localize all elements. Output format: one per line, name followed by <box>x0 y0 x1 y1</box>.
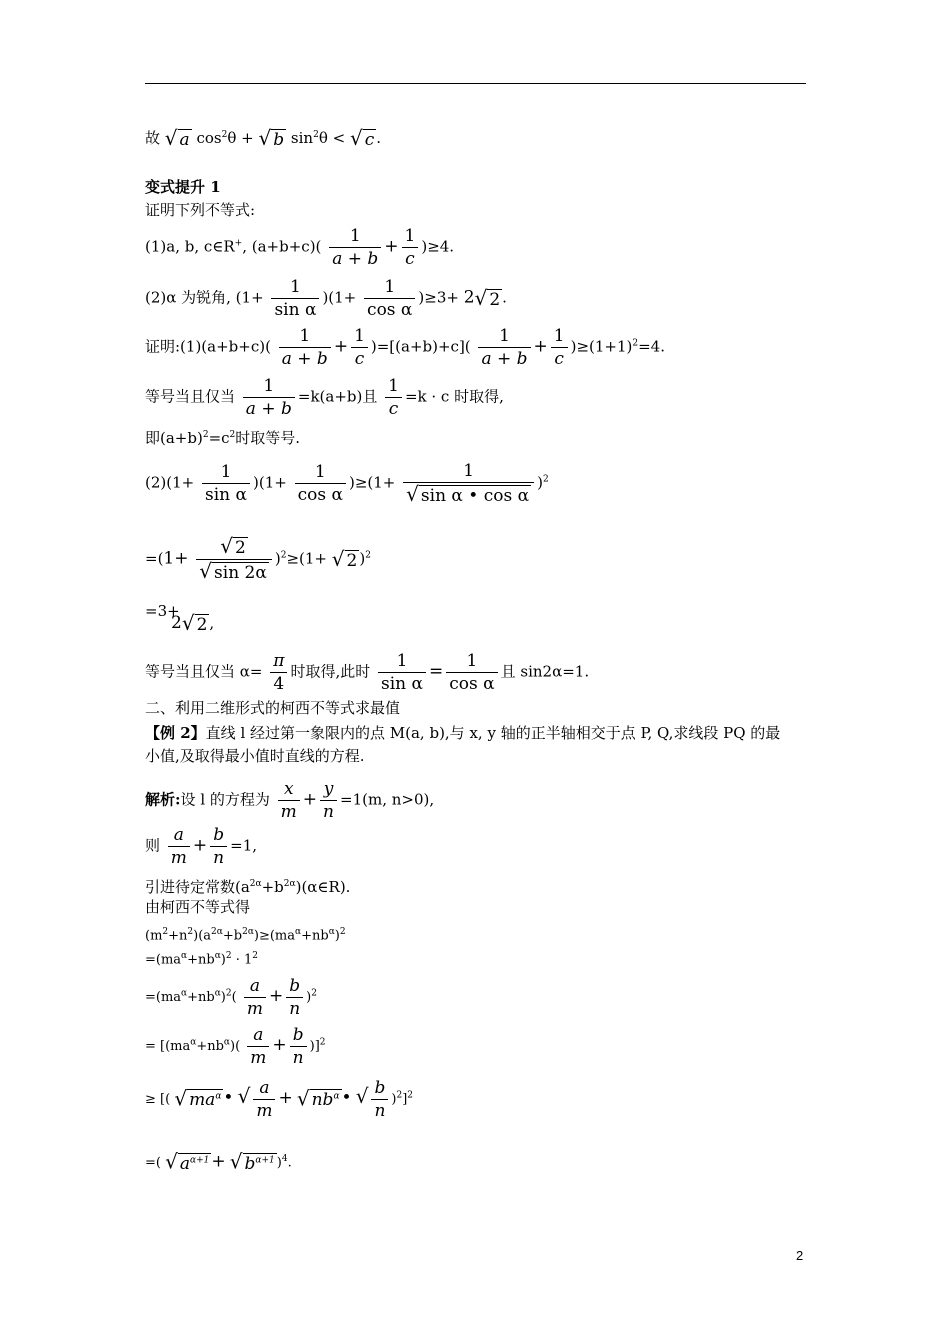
fraction: $\frac{x}{m}$ <box>278 778 300 823</box>
fraction: $\frac{a}{m}$ <box>247 1024 269 1069</box>
line-4: (1)a, b, c∈R+, (a+b+c)( $\frac{1}{a + b}$ + $\frac{1}{c}$ )≥4. <box>145 226 455 269</box>
fraction: $\frac{b}{n}$ <box>210 824 227 869</box>
fraction: $\frac{1}{\text{sin α}}$ <box>271 276 319 321</box>
line-16: 解析:设 l 的方程为 $\frac{x}{m}$ + $\frac{y}{n}$ =1(m, n>0), <box>145 779 435 822</box>
line-17: 则 $\frac{a}{m}$ + $\frac{b}{n}$ =1, <box>145 825 258 868</box>
line-21: $=(ma^\alpha+nb^\alpha)^2 \cdot 1^2$ <box>145 951 259 968</box>
line-8: 即$(a+b)^2=c^2$时取等号. <box>145 429 301 447</box>
line-5: (2)α 为锐角, (1+ $\frac{1}{\text{sin α}}$ )(1+ $\frac{1}{\text{cos α}}$ )≥3+ 2√ 2 . <box>145 277 507 320</box>
fraction: $\frac{a}{m}$ <box>168 824 190 869</box>
line-6: 证明:(1)(a+b+c)( $\frac{1}{a + b}$ + $\frac{1}{c}$ )=[(a+b)+c]( $\frac{1}{a + b}$ + $\frac{1}{c}$ )$\ge(1+1)^2=4$. <box>145 326 665 369</box>
page-number: 2 <box>796 1248 804 1263</box>
fraction: $\frac{a}{m}$ <box>244 975 266 1020</box>
fraction: $\frac{\pi}{4}$ <box>270 650 287 695</box>
line-1: 故 √ a $\cos^2\theta$ + √ b $\sin^2\theta$ < √ c . <box>145 126 382 150</box>
fraction: $\frac{1}{\text{sin α}}$ <box>202 461 250 506</box>
fraction: $\frac{1}{a + b}$ <box>329 225 381 270</box>
fraction: $\frac{1}{a + b}$ <box>279 325 331 370</box>
fraction: $\frac{1}{c}$ <box>385 375 402 420</box>
line-20: $(m^2+n^2)(a^{2\alpha}+b^{2\alpha})\ge(ma^\alpha+nb^\alpha)^2$ <box>145 927 346 944</box>
header-rule <box>145 83 806 84</box>
line-3: 证明下列不等式: <box>145 201 256 219</box>
line-7: 等号当且仅当 $\frac{1}{a + b}$ =k(a+b)且 $\frac{1}{c}$ =k · c 时取得, <box>145 376 504 419</box>
fraction: $\frac{b}{n}$ <box>290 1024 307 1069</box>
sqrt-2: √ 2 <box>181 611 208 635</box>
fraction: $\frac{1}{\text{cos α}}$ <box>446 650 497 695</box>
sqrt-a: √ a <box>164 126 190 150</box>
section-2-heading: 二、利用二维形式的柯西不等式求最值 <box>145 699 401 717</box>
fraction: $\frac{y}{n}$ <box>320 778 337 823</box>
example-2: 【例 2】直线 l 经过第一象限内的点 M(a, b),与 x, y 轴的正半轴相交于点 P, Q,求线段 PQ 的最 <box>145 724 781 742</box>
sqrt-2: √ 2 <box>474 285 501 310</box>
fraction: $\frac{1}{a + b}$ <box>243 375 295 420</box>
line-19: 由柯西不等式得 <box>145 898 251 916</box>
fraction: $\frac{√ 2}{√ \sin 2\alpha}$ <box>196 535 272 584</box>
sqrt-b: √ b <box>258 126 285 150</box>
line-9: (2)(1+ $\frac{1}{\text{sin α}}$ )(1+ $\frac{1}{\text{cos α}}$ )≥(1+ $\frac{1}{\text{√ sin α • cos α}}$ )$^2$ <box>145 461 549 506</box>
line-18: 引进待定常数$(a^{2\alpha}+b^{2\alpha})(\alpha\in R)$. <box>145 878 351 896</box>
line-25: =( √ $a^{\alpha+1}$ + √ $b^{\alpha+1}$ )$^4$. <box>145 1149 292 1174</box>
line-23: = [$(ma^\alpha+nb^\alpha)$( $\frac{a}{m}$ + $\frac{b}{n}$ )]$^2$ <box>145 1025 326 1068</box>
sqrt-c: √ c <box>349 126 375 150</box>
fraction: $\frac{1}{c}$ <box>402 225 419 270</box>
example-2-cont: 小值,及取得最小值时直线的方程. <box>145 747 365 765</box>
sqrt-2: √ 2 <box>331 546 358 571</box>
fraction: $\frac{1}{a + b}$ <box>478 325 530 370</box>
fraction: $\frac{b}{n}$ <box>286 975 303 1020</box>
fraction: $\frac{1}{c}$ <box>551 325 568 370</box>
line-10: =(1+ $\frac{√ 2}{√ \sin 2\alpha}$ )$^2$≥(1+ √ 2 )$^2$ <box>145 534 371 583</box>
line-22: $=(ma^\alpha+nb^\alpha)^2$( $\frac{a}{m}$ + $\frac{b}{n}$ )$^2$ <box>145 976 317 1019</box>
section-heading: 变式提升 1 <box>145 178 221 196</box>
line-11: =3+ <box>145 602 180 620</box>
line-24: ≥ [( √ $ma^\alpha$ • √ $\frac{a}{m}$ + √ $nb^\alpha$ • √ $\frac{b}{n}$ )$^2$]$^2$ <box>145 1078 414 1121</box>
fraction: $\frac{1}{\text{√ sin α • cos α}}$ <box>403 460 534 507</box>
fraction: $\frac{1}{\text{cos α}}$ <box>295 461 346 506</box>
line-12: 等号当且仅当 α= $\frac{\pi}{4}$ 时取得,此时 $\frac{1}{\text{sin α}}$ = $\frac{1}{\text{cos α}}$ 且 sin2α=1. <box>145 651 590 694</box>
fraction: $\frac{1}{\text{cos α}}$ <box>364 276 415 321</box>
fraction: $\frac{1}{c}$ <box>351 325 368 370</box>
line-11-expr: 2√ 2 , <box>171 611 215 635</box>
fraction: $\frac{1}{\text{sin α}}$ <box>378 650 426 695</box>
